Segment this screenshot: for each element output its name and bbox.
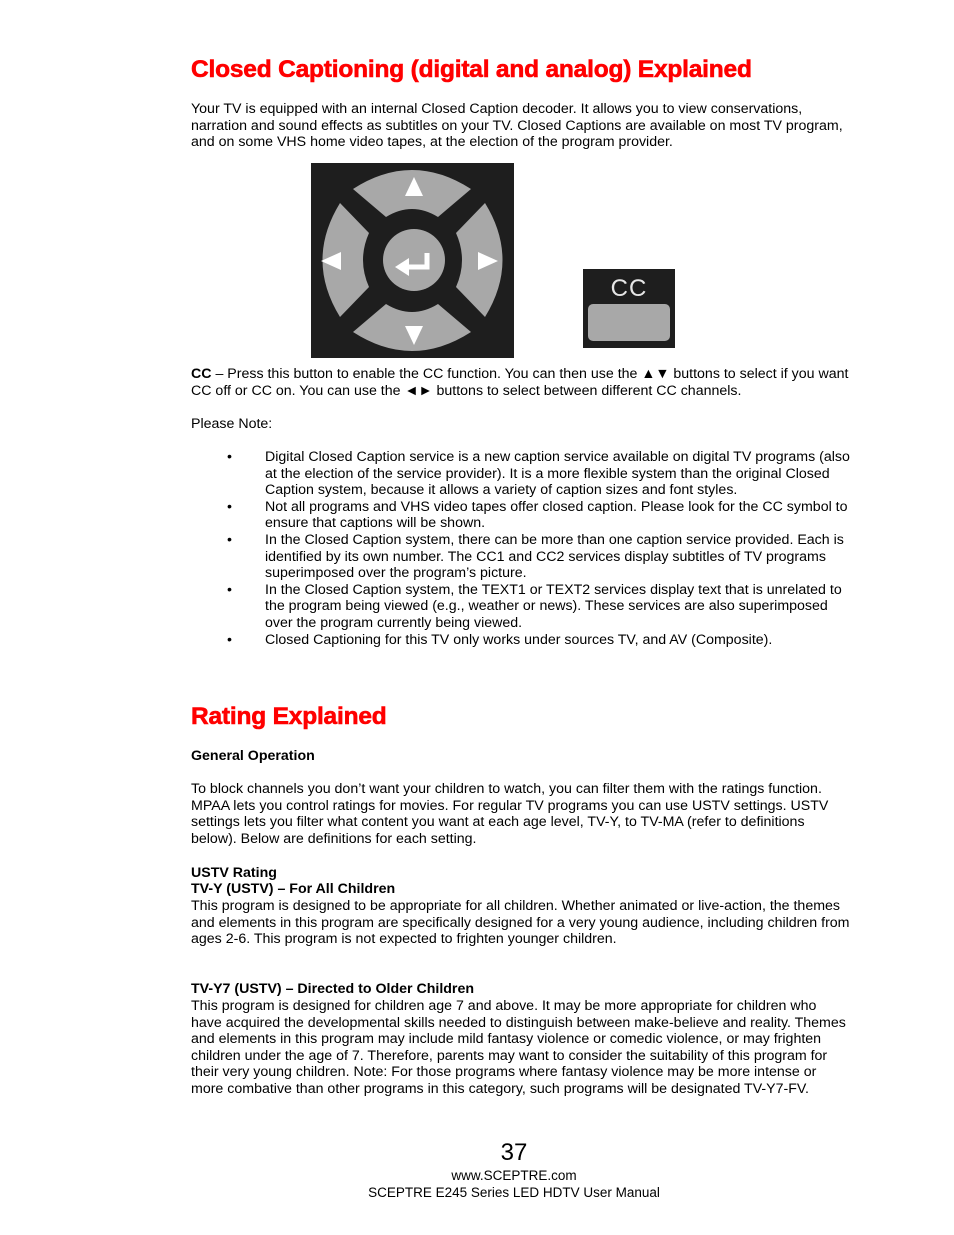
list-item <box>191 632 851 649</box>
bullet-icon: • <box>227 531 232 548</box>
section-title-rating: Rating Explained <box>191 703 387 730</box>
cc-button-label: CC <box>610 275 648 302</box>
please-note-label: Please Note: <box>191 416 273 432</box>
list-item <box>191 499 851 532</box>
list-item-text: In the Closed Caption system, there can be more than one caption service provided. Each is identified by its own number. The CC1 and CC2 services display subtitles of TV programs superimposed over the program’s picture. <box>265 531 844 582</box>
bullet-icon: • <box>227 449 232 465</box>
cc-notes-list <box>191 449 851 648</box>
tv-y-heading: TV-Y (USTV) – For All Children <box>191 881 396 897</box>
remote-dpad-image <box>311 163 514 358</box>
list-item <box>191 532 851 582</box>
cc-description-bold: CC <box>191 366 212 382</box>
ustv-rating-heading: USTV Rating <box>191 865 277 881</box>
list-item-text: Not all programs and VHS video tapes offer closed caption. Please look for the CC symbol to ensure that captions will be shown. <box>265 498 848 532</box>
remote-cc-button-image <box>583 269 675 348</box>
section-title-closed-captioning: Closed Captioning (digital and analog) Explained <box>191 56 752 83</box>
page-number: 37 <box>500 1139 528 1166</box>
general-operation-paragraph: To block channels you don’t want your children to watch, you can filter them with the ratings function. MPAA lets you control ratings for movies. For regular TV programs you can use USTV settings. USTV settings lets you filter what content you want at each age level, TV-Y, to TV-MA (refer to definitions below). Below are definitions for each setting. <box>191 781 829 847</box>
cc-key-surface <box>588 304 670 341</box>
tv-y7-paragraph: This program is designed for children age 7 and above. It may be more appropriate for children who have acquired the developmental skills needed to distinguish between make-believe and reality. Themes and elements in this program may include mild fantasy violence or comedic violence, or may frighten children under the age of 7. Therefore, parents may want to consider the suitability of this program for their very young children. Note: For those programs where fantasy violence may be more intense or more combative than other programs in this category, such programs will be designated TV-Y7-FV. <box>191 998 846 1097</box>
list-item-text: Digital Closed Caption service is a new caption service available on digital TV programs (also at the election of the service provider). It is a more flexible system than the original Closed Caption system, because it allows a variety of caption sizes and font styles. <box>265 449 850 499</box>
cc-description-paragraph <box>191 366 851 399</box>
list-item-text: Closed Captioning for this TV only works under sources TV, and AV (Composite). <box>265 631 773 648</box>
bullet-icon: • <box>227 581 232 598</box>
footer-website: www.SCEPTRE.com <box>451 1168 577 1183</box>
tv-y-paragraph: This program is designed to be appropriate for all children. Whether animated or live-action, the themes and elements in this program are specifically designed for a very young audience, including children from ages 2-6. This program is not expected to frighten younger children. <box>191 898 850 948</box>
footer-manual-title: SCEPTRE E245 Series LED HDTV User Manual <box>368 1185 660 1200</box>
bullet-icon: • <box>227 631 232 648</box>
list-item-text: In the Closed Caption system, the TEXT1 or TEXT2 services display text that is unrelated to the program being viewed (e.g., weather or news). These services are also superimposed over the program currently being viewed. <box>265 581 842 631</box>
list-item <box>191 449 851 499</box>
cc-description-text: – Press this button to enable the CC function. You can then use the ▲▼ buttons to select if you want CC off or CC on. You can use the ◄► buttons to select between different CC channels. <box>191 366 849 399</box>
cc-intro-paragraph: Your TV is equipped with an internal Closed Caption decoder. It allows you to view conservations, narration and sound effects as subtitles on your TV. Closed Captions are available on most TV program, and on some VHS home video tapes, at the election of the program provider. <box>191 101 843 151</box>
list-item <box>191 582 851 632</box>
dpad-icon <box>311 163 514 358</box>
general-operation-heading: General Operation <box>191 748 315 764</box>
dpad-center-key <box>383 229 445 291</box>
tv-y7-heading: TV-Y7 (USTV) – Directed to Older Children <box>191 981 475 997</box>
bullet-icon: • <box>227 498 232 515</box>
